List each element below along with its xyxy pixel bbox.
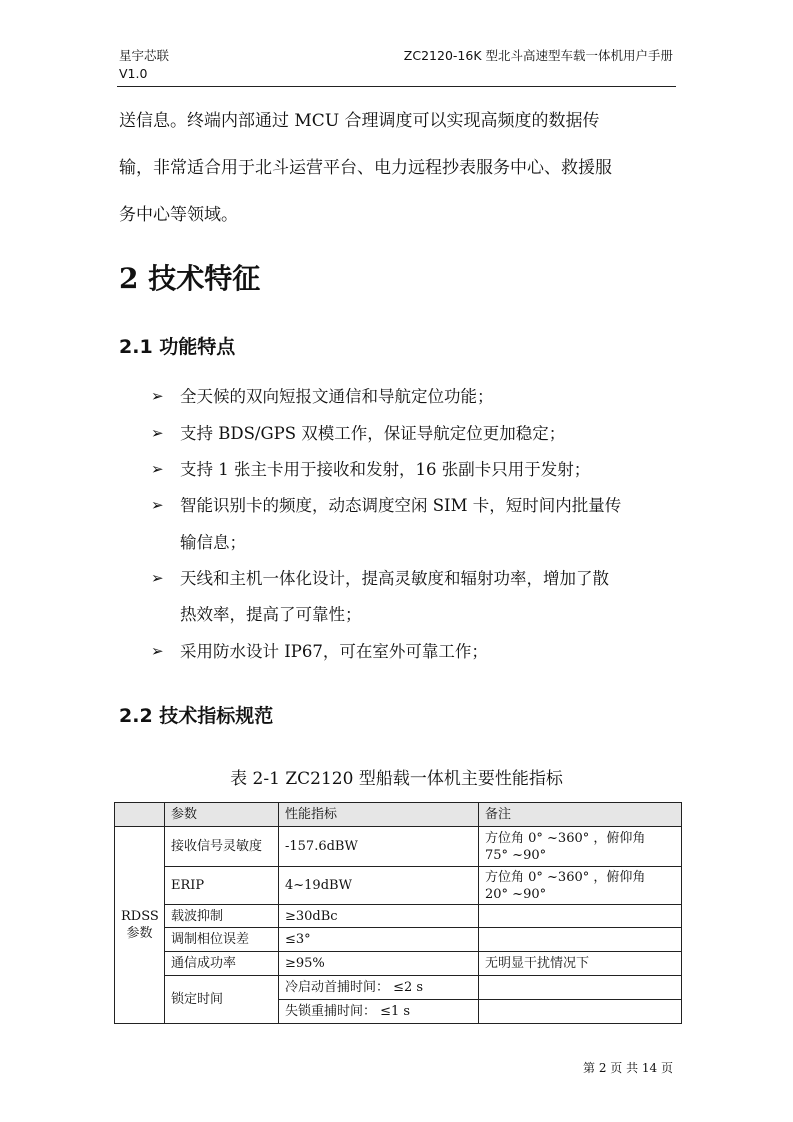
page-number: 第 2 页 共 14 页 [583, 1061, 673, 1075]
note-line: 20° ~90° [485, 886, 547, 902]
table-row [115, 976, 682, 1000]
bullet-text: 输信息； [180, 533, 246, 552]
note-cell [479, 976, 682, 1000]
bullet-text: 支持 BDS/GPS 双模工作，保证导航定位更加稳定； [180, 424, 566, 443]
table-row [115, 928, 682, 952]
arrow-bullet-icon: ➢ [151, 642, 164, 660]
arrow-bullet-icon: ➢ [151, 496, 164, 514]
table-row [115, 952, 682, 976]
bullet-text: 智能识别卡的频度，动态调度空闲 SIM 卡，短时间内批量传 [180, 496, 622, 515]
table-row [115, 827, 682, 867]
company-name: 星宇芯联 [119, 48, 170, 63]
group-label: 参数 [126, 926, 153, 941]
document-title: ZC2120-16K 型北斗高速型车载一体机用户手册 [403, 48, 673, 63]
table-header-row [115, 803, 682, 827]
note-line: 方位角 0° ~360° ，俯仰角 [485, 830, 646, 846]
param-cell: 载波抑制 [165, 905, 279, 928]
bullet-text: 热效率，提高了可靠性； [180, 605, 362, 624]
arrow-bullet-icon: ➢ [151, 424, 164, 442]
bullet-text: 采用防水设计 IP67，可在室外可靠工作； [180, 642, 488, 661]
note-cell [479, 928, 682, 952]
section-2-2-heading: 2.2 技术指标规范 [119, 705, 274, 727]
table-caption: 表 2-1 ZC2120 型船载一体机主要性能指标 [230, 769, 563, 789]
note-cell [479, 905, 682, 928]
param-cell: ERIP [165, 867, 279, 905]
intro-line-3: 务中心等领域。 [119, 205, 238, 225]
value-cell: 失锁重捕时间： ≤1 s [279, 1000, 479, 1024]
note-line: 方位角 0° ~360° ，俯仰角 [485, 869, 646, 885]
note-line: 75° ~90° [485, 847, 547, 863]
value-cell: -157.6dBW [279, 827, 479, 867]
table-header-cell: 性能指标 [279, 803, 479, 827]
bullet-text: 支持 1 张主卡用于接收和发射，16 张副卡只用于发射； [180, 460, 591, 479]
table-header-cell: 参数 [165, 803, 279, 827]
arrow-bullet-icon: ➢ [151, 387, 164, 405]
note-cell [479, 827, 682, 867]
arrow-bullet-icon: ➢ [151, 569, 164, 587]
bullet-text: 天线和主机一体化设计，提高灵敏度和辐射功率，增加了散 [180, 569, 609, 588]
table-header-cell: 备注 [479, 803, 682, 827]
header-left [119, 47, 169, 83]
param-cell: 锁定时间 [165, 976, 279, 1024]
value-cell: 冷启动首捕时间： ≤2 s [279, 976, 479, 1000]
value-cell: ≥30dBc [279, 905, 479, 928]
param-cell: 通信成功率 [165, 952, 279, 976]
bullet-text: 全天候的双向短报文通信和导航定位功能； [180, 387, 494, 406]
section-2-1-heading: 2.1 功能特点 [119, 336, 236, 358]
section-2-heading: 2 技术特征 [119, 262, 261, 295]
arrow-bullet-icon: ➢ [151, 460, 164, 478]
value-cell: 4~19dBW [279, 867, 479, 905]
value-cell: ≥95% [279, 952, 479, 976]
table-row [115, 905, 682, 928]
header-divider [117, 86, 676, 87]
note-cell [479, 867, 682, 905]
rdss-group-cell [115, 827, 165, 1024]
param-cell: 调制相位误差 [165, 928, 279, 952]
note-cell [479, 1000, 682, 1024]
version-label: V1.0 [119, 66, 148, 81]
table-header-cell [115, 803, 165, 827]
note-cell: 无明显干扰情况下 [479, 952, 682, 976]
param-cell: 接收信号灵敏度 [165, 827, 279, 867]
spec-table [114, 802, 682, 1024]
group-label: RDSS [121, 909, 159, 924]
value-cell: ≤3° [279, 928, 479, 952]
intro-line-1: 送信息。终端内部通过 MCU 合理调度可以实现高频度的数据传 [119, 111, 600, 131]
table-row [115, 867, 682, 905]
intro-line-2: 输，非常适合用于北斗运营平台、电力远程抄表服务中心、救援服 [119, 158, 612, 178]
